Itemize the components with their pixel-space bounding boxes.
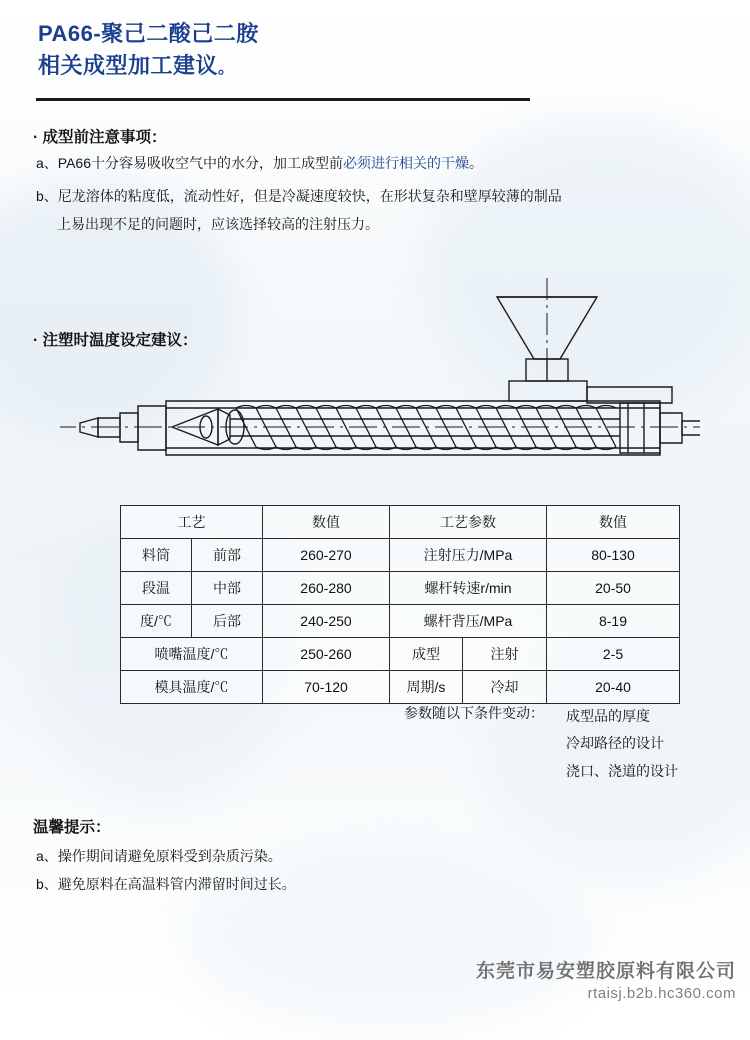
cell-zone-rear: 后部 <box>192 605 263 638</box>
pre-molding-item-b-line1: b、尼龙溶体的粘度低，流动性好，但是冷凝速度较快，在形状复杂和壁厚较薄的制品 <box>36 188 562 204</box>
cell-barrel-label-1: 料筒 <box>121 539 192 572</box>
table-header-parameter: 工艺参数 <box>390 506 547 539</box>
company-name: 东莞市易安塑胶原料有限公司 <box>475 961 736 982</box>
pre-molding-item-a-suffix: 。 <box>469 155 483 171</box>
table-row <box>121 638 680 671</box>
table-row <box>121 671 680 704</box>
pre-molding-item-a-prefix: a、PA66十分容易吸收空气中的水分，加工成型前 <box>36 155 343 171</box>
tip-item-a: a、操作期间请避免原料受到杂质污染。 <box>36 848 282 864</box>
footer-watermark <box>476 956 736 1002</box>
cell-barrel-label-3: 度/℃ <box>121 605 192 638</box>
cell-barrel-label-2: 段温 <box>121 572 192 605</box>
cell-back-pressure-label: 螺杆背压/MPa <box>390 605 547 638</box>
cell-back-pressure-value: 8-19 <box>547 605 680 638</box>
title-line-1: PA66-聚己二酸己二胺 <box>38 21 259 46</box>
title-line-2-text: 相关成型加工建议 <box>38 52 219 78</box>
cell-cooling-time-value: 20-40 <box>547 671 680 704</box>
section-heading-temperature: · 注塑时温度设定建议： <box>33 332 198 349</box>
cell-nozzle-temp-value: 250-260 <box>263 638 390 671</box>
title-line-2 <box>38 50 558 82</box>
tips-heading: 温馨提示： <box>33 819 111 836</box>
cell-cycle-cooling-group <box>390 671 547 704</box>
cell-zone-front: 前部 <box>192 539 263 572</box>
cell-rear-temp: 240-250 <box>263 605 390 638</box>
title-period: 。 <box>218 59 235 77</box>
cell-middle-temp: 260-280 <box>263 572 390 605</box>
pre-molding-item-a-highlight: 必须进行相关的干燥 <box>343 155 469 171</box>
cell-cooling-label: 冷却 <box>490 679 519 695</box>
table-row <box>121 539 680 572</box>
pre-molding-item-a <box>36 152 696 174</box>
injection-machine-diagram <box>60 275 700 485</box>
condition-item: 浇口、浇道的设计 <box>566 762 678 779</box>
title-divider <box>36 98 530 101</box>
cell-injection-pressure-value: 80-130 <box>547 539 680 572</box>
table-row <box>121 506 680 539</box>
cell-molding-label: 成型 <box>390 638 463 670</box>
cell-nozzle-temp-label: 喷嘴温度/℃ <box>121 638 263 671</box>
cell-zone-middle: 中部 <box>192 572 263 605</box>
table-header-value-1: 数值 <box>263 506 390 539</box>
cell-mold-temp-value: 70-120 <box>263 671 390 704</box>
conditions-label: 参数随以下条件变动： <box>404 705 544 721</box>
table-row <box>121 572 680 605</box>
page-title <box>38 18 558 82</box>
company-url: rtaisj.b2b.hc360.com <box>587 985 736 1002</box>
table-header-process: 工艺 <box>121 506 263 539</box>
cell-injection-label: 注射 <box>490 646 519 662</box>
pre-molding-item-b-line2: 上易出现不足的问题时，应该选择较高的注射压力。 <box>57 216 379 232</box>
cell-injection-time-value: 2-5 <box>547 638 680 671</box>
tip-item-b: b、避免原料在高温料管内滞留时间过长。 <box>36 876 296 892</box>
table-header-value-2: 数值 <box>547 506 680 539</box>
cell-front-temp: 260-270 <box>263 539 390 572</box>
condition-item: 冷却路径的设计 <box>566 735 664 752</box>
section-heading-pre-molding: · 成型前注意事项： <box>33 129 167 146</box>
cell-mold-temp-label: 模具温度/℃ <box>121 671 263 704</box>
cell-cycle-label: 周期/s <box>390 671 463 703</box>
cell-screw-speed-label: 螺杆转速r/min <box>390 572 547 605</box>
parameter-table <box>120 505 680 704</box>
conditions-list <box>566 703 678 785</box>
condition-item: 成型品的厚度 <box>566 708 650 724</box>
cell-injection-pressure-label: 注射压力/MPa <box>390 539 547 572</box>
spec-table <box>120 505 680 704</box>
cell-screw-speed-value: 20-50 <box>547 572 680 605</box>
table-row <box>121 605 680 638</box>
cell-cycle-injection-group <box>390 638 547 671</box>
